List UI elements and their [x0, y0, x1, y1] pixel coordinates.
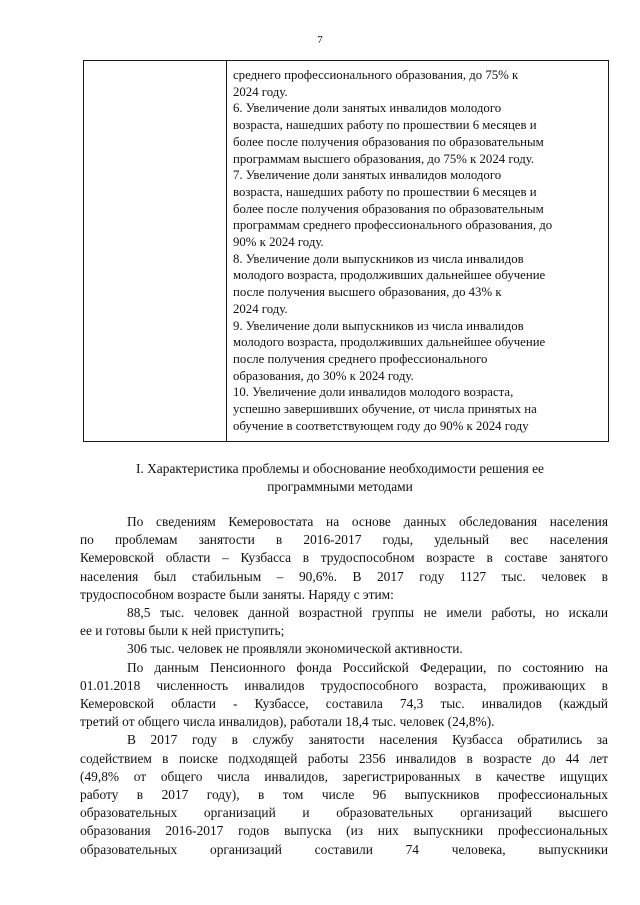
- table-cell-line: 6. Увеличение доли занятых инвалидов молодого: [233, 101, 502, 116]
- table-cell-line: успешно завершивших обучение, от числа принятых на: [233, 402, 537, 417]
- table-cell-line: программам высшего образования, до 75% к 2024 году.: [233, 151, 535, 166]
- table-cell-line: 90% к 2024 году.: [233, 235, 324, 250]
- body-line: По сведениям Кемеровостата на основе данных обследования населения: [127, 514, 608, 529]
- body-line: По данным Пенсионного фонда Российской Федерации, по состоянию на: [127, 659, 608, 675]
- body-text: [80, 513, 608, 859]
- table-cell-line: после получения среднего профессионального: [233, 351, 488, 366]
- goals-table: [83, 60, 609, 442]
- body-line: 88,5 тыс. человек данной возрастной группы не имели работы, но искали: [127, 605, 608, 621]
- body-line: населения был стабильным – 90,6%. В 2017 году 1127 тыс. человек в: [80, 568, 608, 584]
- table-cell-line: 10. Увеличение доли инвалидов молодого возраста,: [233, 385, 514, 400]
- body-line: В 2017 году в службу занятости населения Кузбасса обратились за: [127, 732, 608, 748]
- table-cell-line: 2024 году.: [233, 301, 288, 316]
- body-line: Кемеровской области – Кузбасса в трудоспособном возрасте в составе занятого: [80, 550, 608, 566]
- table-cell-line: 2024 году.: [233, 84, 288, 99]
- body-line: 306 тыс. человек не проявляли экономической активности.: [127, 641, 463, 657]
- body-line: образовательных организаций составили 74 человека, выпускники: [80, 841, 608, 857]
- table-cell-line: 9. Увеличение доли выпускников из числа инвалидов: [233, 318, 524, 333]
- section-heading-line: I. Характеристика проблемы и обоснование необходимости решения ее: [135, 461, 544, 476]
- table-cell-line: более после получения образования по образовательным: [233, 134, 544, 149]
- body-line: по проблемам занятости в 2016-2017 годы, удельный вес населения: [80, 532, 608, 548]
- table-cell-line: молодого возраста, продолживших дальнейшее обучение: [233, 268, 546, 283]
- table-cell-line: более после получения образования по образовательным: [233, 201, 544, 216]
- body-line: 01.01.2018 численность инвалидов трудоспособного возраста, проживающих в: [80, 677, 608, 693]
- table-cell-line: молодого возраста, продолживших дальнейшее обучение: [233, 335, 546, 350]
- body-line: образовательных организаций и образовательных организаций высшего: [80, 805, 608, 821]
- section-heading-line: программными методами: [267, 479, 413, 494]
- body-line: трудоспособном возрасте были заняты. Наряду с этим:: [80, 586, 394, 602]
- table-cell-line: образования, до 30% к 2024 году.: [233, 368, 414, 383]
- body-line: (49,8% от общего числа инвалидов, зарегистрированных в качестве ищущих: [80, 768, 608, 784]
- table-cell-line: 8. Увеличение доли выпускников из числа инвалидов: [233, 251, 524, 266]
- table-cell-line: обучение в соответствующем году до 90% к 2024 году: [233, 418, 529, 433]
- table-cell-line: возраста, нашедших работу по прошествии 6 месяцев и: [233, 118, 537, 133]
- section-heading: [80, 460, 600, 496]
- body-line: содействием в поиске подходящей работы 2356 инвалидов в возрасте до 44 лет: [80, 750, 608, 766]
- table-left-cell: [84, 61, 227, 441]
- body-line: образования 2016-2017 годов выпуска (из них выпускники профессиональных: [80, 823, 608, 839]
- table-cell-line: после получения высшего образования, до 43% к: [233, 285, 502, 300]
- table-cell-line: программам среднего профессионального образования, до: [233, 218, 553, 233]
- body-line: ее и готовы были к ней приступить;: [80, 623, 285, 639]
- page-number: 7: [317, 34, 323, 46]
- table-cell-line: среднего профессионального образования, до 75% к: [233, 68, 519, 82]
- table-right-cell: [227, 61, 608, 441]
- table-cell-line: 7. Увеличение доли занятых инвалидов молодого: [233, 168, 502, 183]
- body-line: Кемеровской области - Кузбассе, составила 74,3 тыс. инвалидов (каждый: [80, 696, 608, 712]
- body-line: работу в 2017 году), в том числе 96 выпускников профессиональных: [80, 787, 608, 803]
- table-cell-line: возраста, нашедших работу по прошествии 6 месяцев и: [233, 184, 537, 199]
- body-line: третий от общего числа инвалидов), работали 18,4 тыс. человек (24,8%).: [80, 714, 495, 730]
